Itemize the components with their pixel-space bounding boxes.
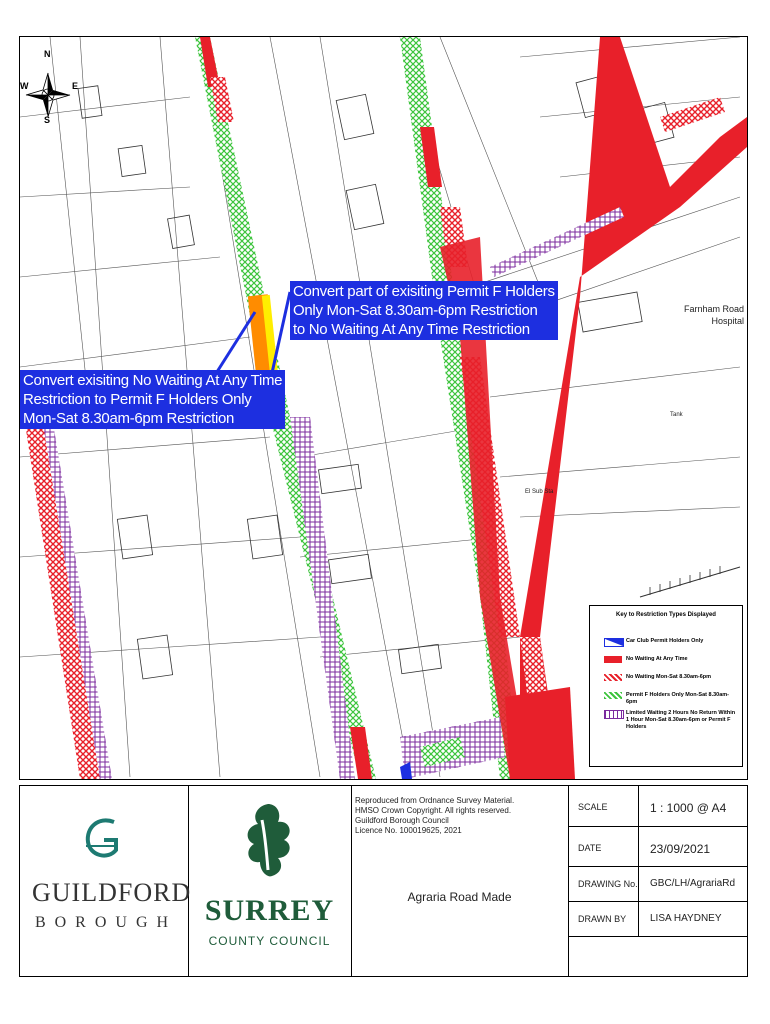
drawing-title: Agraria Road Made bbox=[407, 890, 512, 904]
guildford-line2: BOROUGH bbox=[34, 914, 178, 931]
date-value: 23/09/2021 bbox=[650, 842, 711, 856]
date-label: DATE bbox=[578, 843, 602, 853]
el-sub-sta-label: El Sub Sta bbox=[525, 489, 554, 495]
tank-label: Tank bbox=[670, 412, 683, 418]
drawn-by-label: DRAWN BY bbox=[578, 914, 627, 924]
legend-swatch bbox=[604, 692, 622, 699]
info-cell bbox=[351, 786, 569, 976]
callout-right: Convert part of exisiting Permit F Holders Only Mon-Sat 8.30am-6pm Restriction to No Waiting At Any Time Restriction bbox=[290, 281, 558, 340]
scale-value: 1 : 1000 @ A4 bbox=[650, 801, 727, 815]
title-block bbox=[19, 785, 748, 977]
legend-title: Key to Restriction Types Displayed bbox=[616, 612, 716, 618]
legend-swatch bbox=[604, 674, 622, 681]
hospital-label: Farnham Road Hospital bbox=[684, 304, 745, 326]
guildford-logo-icon bbox=[78, 814, 128, 864]
row-empty bbox=[568, 936, 747, 977]
legend bbox=[589, 605, 743, 767]
row-drawing-no bbox=[568, 866, 747, 902]
callout-left: Convert exisiting No Waiting At Any Time Restriction to Permit F Holders Only Mon-Sat 8.30am-6pm Restriction bbox=[20, 370, 285, 429]
legend-label: Permit F Holders Only Mon-Sat 8.30am-6pm bbox=[626, 692, 729, 705]
scale-label: SCALE bbox=[578, 802, 608, 812]
legend-label: No Waiting At Any Time bbox=[626, 656, 688, 662]
guildford-line1: GUILDFORD bbox=[32, 878, 192, 907]
legend-label: No Waiting Mon-Sat 8.30am-6pm bbox=[626, 674, 712, 680]
row-scale bbox=[568, 786, 747, 826]
legend-label: Limited Waiting 2 Hours No Return Within 1 Hour Mon-Sat 8.30am-6pm or Permit F Holders bbox=[626, 710, 736, 730]
map-area bbox=[19, 36, 748, 780]
legend-swatch bbox=[604, 656, 622, 663]
compass-w: W bbox=[20, 81, 29, 91]
legend-swatch bbox=[604, 710, 624, 719]
compass-e: E bbox=[72, 81, 79, 91]
drawn-by-value: LISA HAYDNEY bbox=[650, 913, 722, 924]
row-date bbox=[568, 826, 747, 867]
compass-n: N bbox=[44, 49, 51, 59]
compass-rose bbox=[26, 73, 70, 117]
surrey-line1: SURREY bbox=[204, 894, 335, 927]
row-drawn-by bbox=[568, 901, 747, 937]
legend-swatch bbox=[604, 638, 624, 647]
drawing-no-label: DRAWING No. bbox=[578, 879, 638, 889]
legend-label: Car Club Permit Holders Only bbox=[626, 638, 704, 644]
table-divider bbox=[638, 786, 639, 936]
drawing-no-value: GBC/LH/AgrariaRd bbox=[650, 878, 736, 889]
compass-s: S bbox=[44, 115, 51, 125]
copyright-text: Reproduced from Ordnance Survey Material. HMSO Crown Copyright. All rights reserved. Guildford Borough Council Licence No. 100019625, 2021 bbox=[355, 796, 515, 835]
surrey-oak-leaf-icon bbox=[238, 800, 298, 880]
surrey-logo-cell bbox=[188, 786, 352, 976]
guildford-logo-cell bbox=[20, 786, 192, 976]
surrey-line2: COUNTY COUNCIL bbox=[208, 934, 331, 948]
